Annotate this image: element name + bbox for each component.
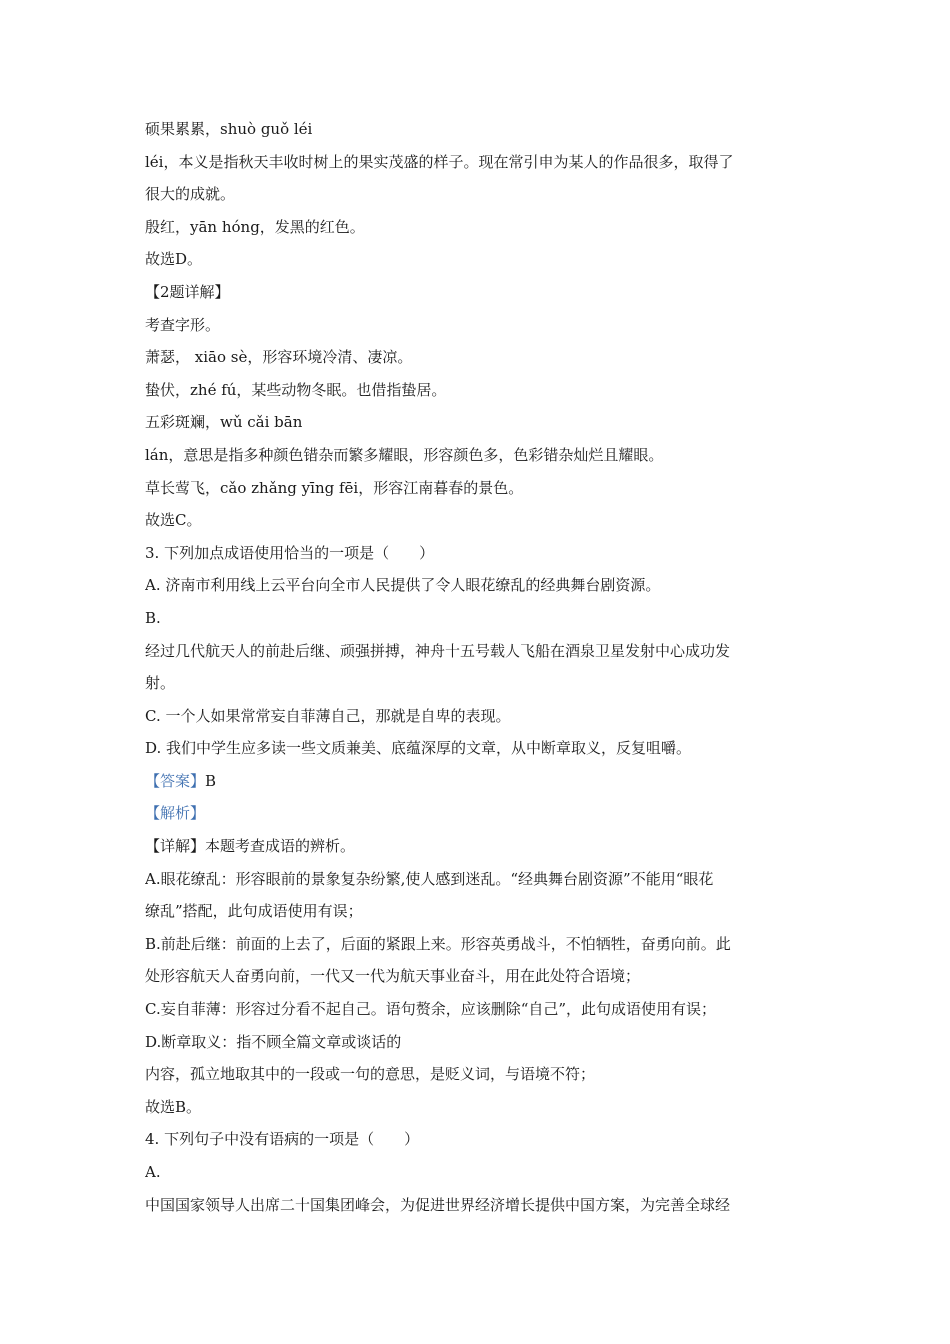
option-a: 中国国家领导人出席二十国集团峰会，为促进世界经济增长提供中国方案，为完善全球经 [145, 1195, 731, 1214]
analysis-line [145, 797, 810, 830]
text-line: C.妄自菲薄：形容过分看不起自己。语句赘余，应该删除“自己”，此句成语使用有误； [145, 1000, 717, 1019]
text-line: lán，意思是指多种颜色错杂而繁多耀眼，形容颜色多，色彩错杂灿烂且耀眼。 [145, 445, 664, 464]
question-3: 3. 下列加点成语使用恰当的一项是（ ） [145, 543, 435, 562]
text-line: 硕果累累，shuò guǒ léi [145, 120, 313, 138]
text-line: 蛰伏，zhé fú，某些动物冬眠。也借指蛰居。 [145, 380, 447, 399]
text-line: 殷红，yān hóng，发黑的红色。 [145, 217, 365, 236]
document-page [145, 113, 810, 1221]
text-line: 内容，孤立地取其中的一段或一句的意思，是贬义词，与语境不符； [145, 1065, 596, 1084]
option-d: D. 我们中学生应多读一些文质兼美、底蕴深厚的文章，从中断章取义，反复咀嚼。 [145, 739, 692, 758]
text-line: A.眼花缭乱：形容眼前的景象复杂纷繁,使人感到迷乱。“经典舞台剧资源”不能用“眼花 [145, 869, 714, 888]
text-line: 很大的成就。 [145, 185, 236, 204]
option-b-label: B. [145, 608, 161, 627]
text-line: B.前赴后继：前面的上去了，后面的紧跟上来。形容英勇战斗，不怕牺牲，奋勇向前。此 [145, 934, 731, 953]
option-c: C. 一个人如果常常妄自菲薄自己，那就是自卑的表现。 [145, 706, 511, 725]
answer-label: 【答案】 [145, 771, 206, 790]
text-line: D.断章取义：指不顾全篇文章或谈话的 [145, 1032, 402, 1051]
option-b-cont: 射。 [145, 674, 176, 693]
answer-line [145, 765, 810, 798]
text-line: 故选B。 [145, 1097, 202, 1116]
text-line: 缭乱”搭配，此句成语使用有误； [145, 902, 363, 921]
text-line: 故选C。 [145, 511, 202, 530]
option-a-label: A. [145, 1163, 161, 1181]
answer-value: B [205, 771, 217, 790]
option-b: 经过几代航天人的前赴后继、顽强拼搏，神舟十五号载人飞船在酒泉卫星发射中心成功发 [145, 641, 731, 660]
text-line: 考查字形。 [145, 315, 221, 334]
text-line: 故选D。 [145, 250, 203, 269]
text-line: 处形容航天人奋勇向前，一代又一代为航天事业奋斗，用在此处符合语境； [145, 967, 641, 986]
section-heading: 【2题详解】 [145, 282, 230, 301]
text-line: 草长莺飞，cǎo zhǎng yīng fēi，形容江南暮春的景色。 [145, 478, 524, 497]
text-line: 【详解】本题考查成语的辨析。 [145, 837, 356, 856]
text-line: 萧瑟， xiāo sè，形容环境冷清、凄凉。 [145, 348, 413, 367]
text-line: léi，本义是指秋天丰收时树上的果实茂盛的样子。现在常引申为某人的作品很多，取得了 [145, 152, 734, 171]
option-a: A. 济南市利用线上云平台向全市人民提供了令人眼花缭乱的经典舞台剧资源。 [145, 576, 661, 595]
analysis-label: 【解析】 [145, 804, 206, 823]
text-line: 五彩斑斓，wǔ cǎi bān [145, 413, 303, 432]
question-4: 4. 下列句子中没有语病的一项是（ ） [145, 1130, 420, 1149]
